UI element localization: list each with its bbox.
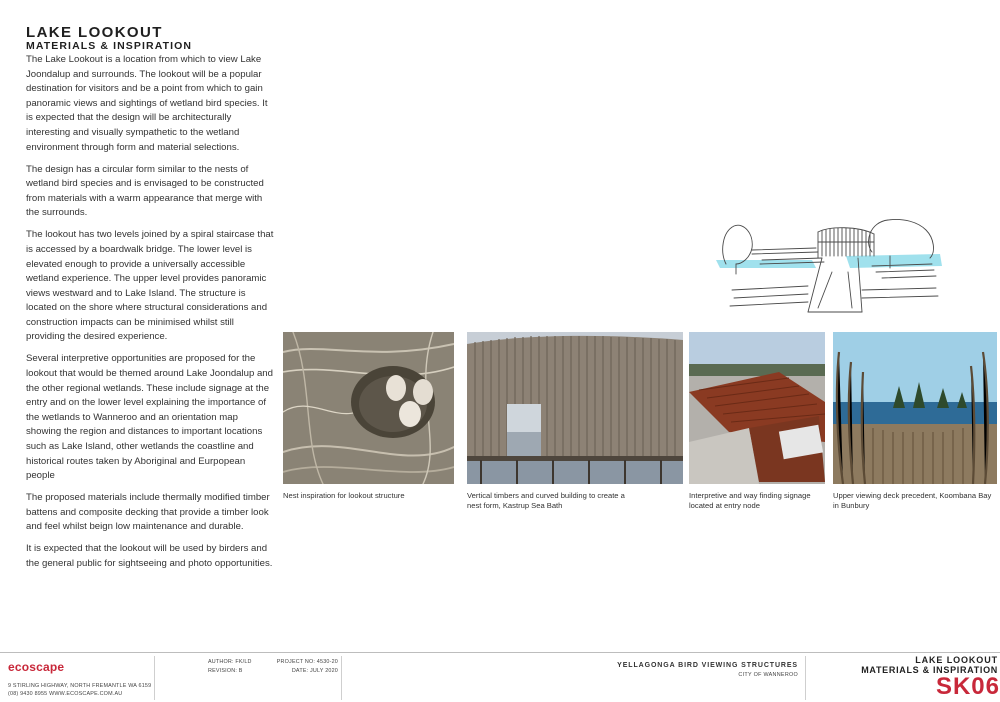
author: AUTHOR: FK/LD [208,659,252,665]
lookout-sketch-icon [712,212,944,318]
project-name: YELLAGONGA BIRD VIEWING STRUCTURES [617,662,798,669]
company-logo: ecoscape [8,660,65,674]
author-block [208,658,252,676]
footer-separator [805,656,806,700]
nest-photo [283,332,454,484]
footer-separator [154,656,155,700]
paragraph: The design has a circular form similar to the nests of wetland bird species and is envisaged to be constructed from materials with a warm appearance that merge with the surrounds. [26,163,264,219]
signage-photo [689,332,825,484]
company-address [8,682,151,698]
paragraph: It is expected that the lookout will be used by birders and the general public for sightseeing and photo opportunities. [26,543,273,569]
date: DATE: JULY 2020 [291,668,338,674]
description-text [26,53,274,579]
contact-line: (08) 9430 8955 WWW.ECOSCAPE.COM.AU [8,691,123,697]
footer-separator [341,656,342,700]
photo-caption: Nest inspiration for lookout structure [283,491,405,500]
sheet-title: LAKE LOOKOUT [915,655,998,665]
photo-caption: Interpretive and way finding signage located at entry node [689,491,811,510]
page-subtitle: MATERIALS & INSPIRATION [26,40,193,52]
photo-caption: Upper viewing deck precedent, Koombana Bay in Bunbury [833,491,992,510]
address-line: 9 STIRLING HIGHWAY, NORTH FREMANTLE WA 6159 [8,683,152,689]
project-number: PROJECT NO: 4530-20 [276,659,338,665]
paragraph: The Lake Lookout is a location from which to view Lake Joondalup and surrounds. The lookout will be a popular destination for visitors and be a point from which to gain panoramic views and sightings of wetland bird species. It is expected that the design will be architecturally interesting and visually sympathetic to the wetland environment through form and material selections. [26,54,268,153]
page-title: LAKE LOOKOUT [26,24,163,41]
paragraph: The proposed materials include thermally modified timber battens and composite decking that provide a timber look and feel whilst beign low maintenance and durable. [26,492,270,533]
timber-building-photo [467,332,683,484]
paragraph: The lookout has two levels joined by a spiral staircase that is accessed by a boardwalk bridge. The lower level is elevated enough to provide a universally accessible wetland experience. The upper level provides panoramic views westward and to Lake Island. The structure is located on the shore where structural considerations and construction impacts can be minimised whilst still providing the desired experience. [26,229,274,343]
photo-caption: Vertical timbers and curved building to create a nest form, Kastrup Sea Bath [467,491,625,510]
sheet-number: SK06 [935,673,1000,700]
client-name: CITY OF WANNEROO [738,672,798,678]
footer-divider [0,652,1000,653]
sheet-subtitle: MATERIALS & INSPIRATION [861,665,998,675]
project-block [262,658,338,676]
viewing-deck-photo [833,332,997,484]
revision: REVISION: B [208,668,243,674]
paragraph: Several interpretive opportunities are proposed for the lookout that would be themed around Lake Joondalup and the other regional wetlands. These include signage at the entry and on the lower level explaining the importance of the wetlands to Wanneroo and an orientation map showing the region and distances to important locations such as Lake Island, other wetlands the coastline and historical routes taken by Aboriginal and Eurpopean people [26,353,273,482]
